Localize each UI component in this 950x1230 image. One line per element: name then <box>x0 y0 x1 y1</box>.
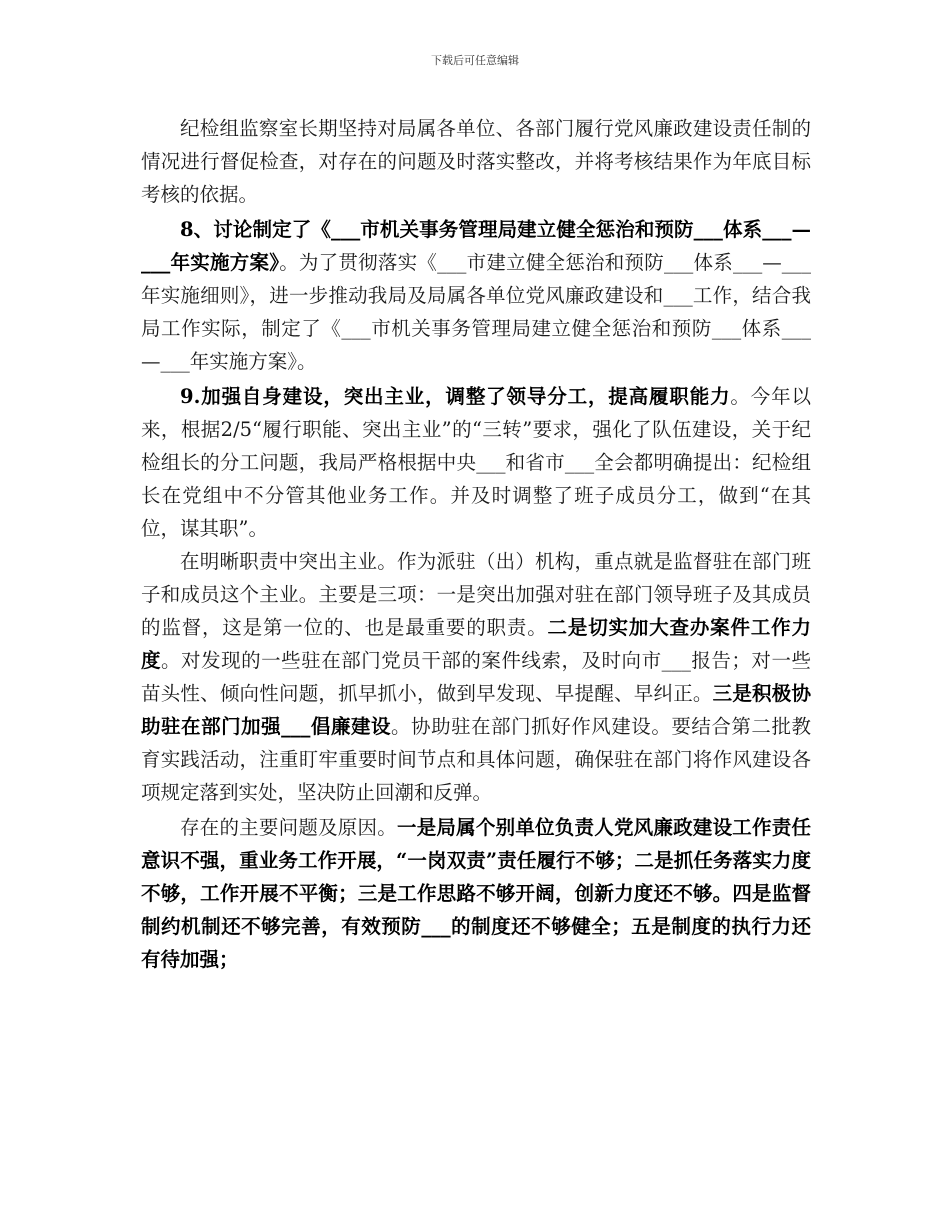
problems-list: 一是局属个别单位负责人党风廉政建设工作责任意识不强，重业务工作开展，“一岗双责”责任履行不够；二是抓任务落实力度不够，工作开展不平衡；三是工作思路不够开阔，创新力度还不够。四是监督制约机制还不够完善，有效预防___的制度还不够健全；五是制度的执行力还有待加强； <box>141 816 811 971</box>
document-body <box>141 112 811 976</box>
paragraph-text: 纪检组监察室长期坚持对局属各单位、各部门履行党风廉政建设责任制的情况进行督促检查，对存在的问题及时落实整改，并将考核结果作为年底目标考核的依据。 <box>141 117 811 206</box>
paragraph-item-8 <box>141 213 811 378</box>
item-8-heading: 8、讨论制定了《___市机关事务管理局建立健全惩治和预防___体系___—___年实施方案》 <box>141 218 811 274</box>
paragraph-main-duty <box>141 545 811 809</box>
item-9-heading: 9.加强自身建设，突出主业，调整了领导分工，提高履职能力 <box>180 385 731 408</box>
paragraph-item-9 <box>141 380 811 545</box>
main-duty-text-e: 。协助驻在部门抓好作风建设。要结合第二批教育实践活动，注重盯牢重要时间节点和具体问题，确保驻在部门将作风建设各项规定落到实处，坚决防止回潮和反弹。 <box>141 715 811 804</box>
paragraph-supervision <box>141 112 811 211</box>
item-8-text: 。为了贯彻落实《___市建立健全惩治和预防___体系___—___年实施细则》，进一步推动我局及局属各单位党风廉政建设和___工作，结合我局工作实际，制定了《___市机关事务管理局建立健全惩治和预防___体系___—___年实施方案》。 <box>141 251 811 373</box>
page-header: 下载后可任意编辑 <box>431 54 519 67</box>
main-duty-text-c: 。对发现的一些驻在部门党员干部的案件线索，及时向市___报告；对一些苗头性、倾向性问题，抓早抓小，做到早发现、早提醒、早纠正。 <box>141 649 811 705</box>
paragraph-problems <box>141 811 811 976</box>
main-duty-point-2: 二是切实加大查办案件工作力度 <box>141 616 811 672</box>
main-duty-point-3: 三是积极协助驻在部门加强___倡廉建设 <box>141 682 811 738</box>
item-9-text: 。今年以来，根据2/5“履行职能、突出主业”的“三转”要求，强化了队伍建设，关于纪检组长的分工问题，我局严格根据中央___和省市___全会都明确提出：纪检组长在党组中不分管其他业务工作。并及时调整了班子成员分工，做到“在其位，谋其职”。 <box>141 385 811 540</box>
main-duty-text-a: 在明晰职责中突出主业。作为派驻（出）机构，重点就是监督驻在部门班子和成员这个主业。主要是三项：一是突出加强对驻在部门领导班子及其成员的监督，这是第一位的、也是最重要的职责。 <box>141 550 811 639</box>
problems-intro: 存在的主要问题及原因。 <box>180 816 397 839</box>
